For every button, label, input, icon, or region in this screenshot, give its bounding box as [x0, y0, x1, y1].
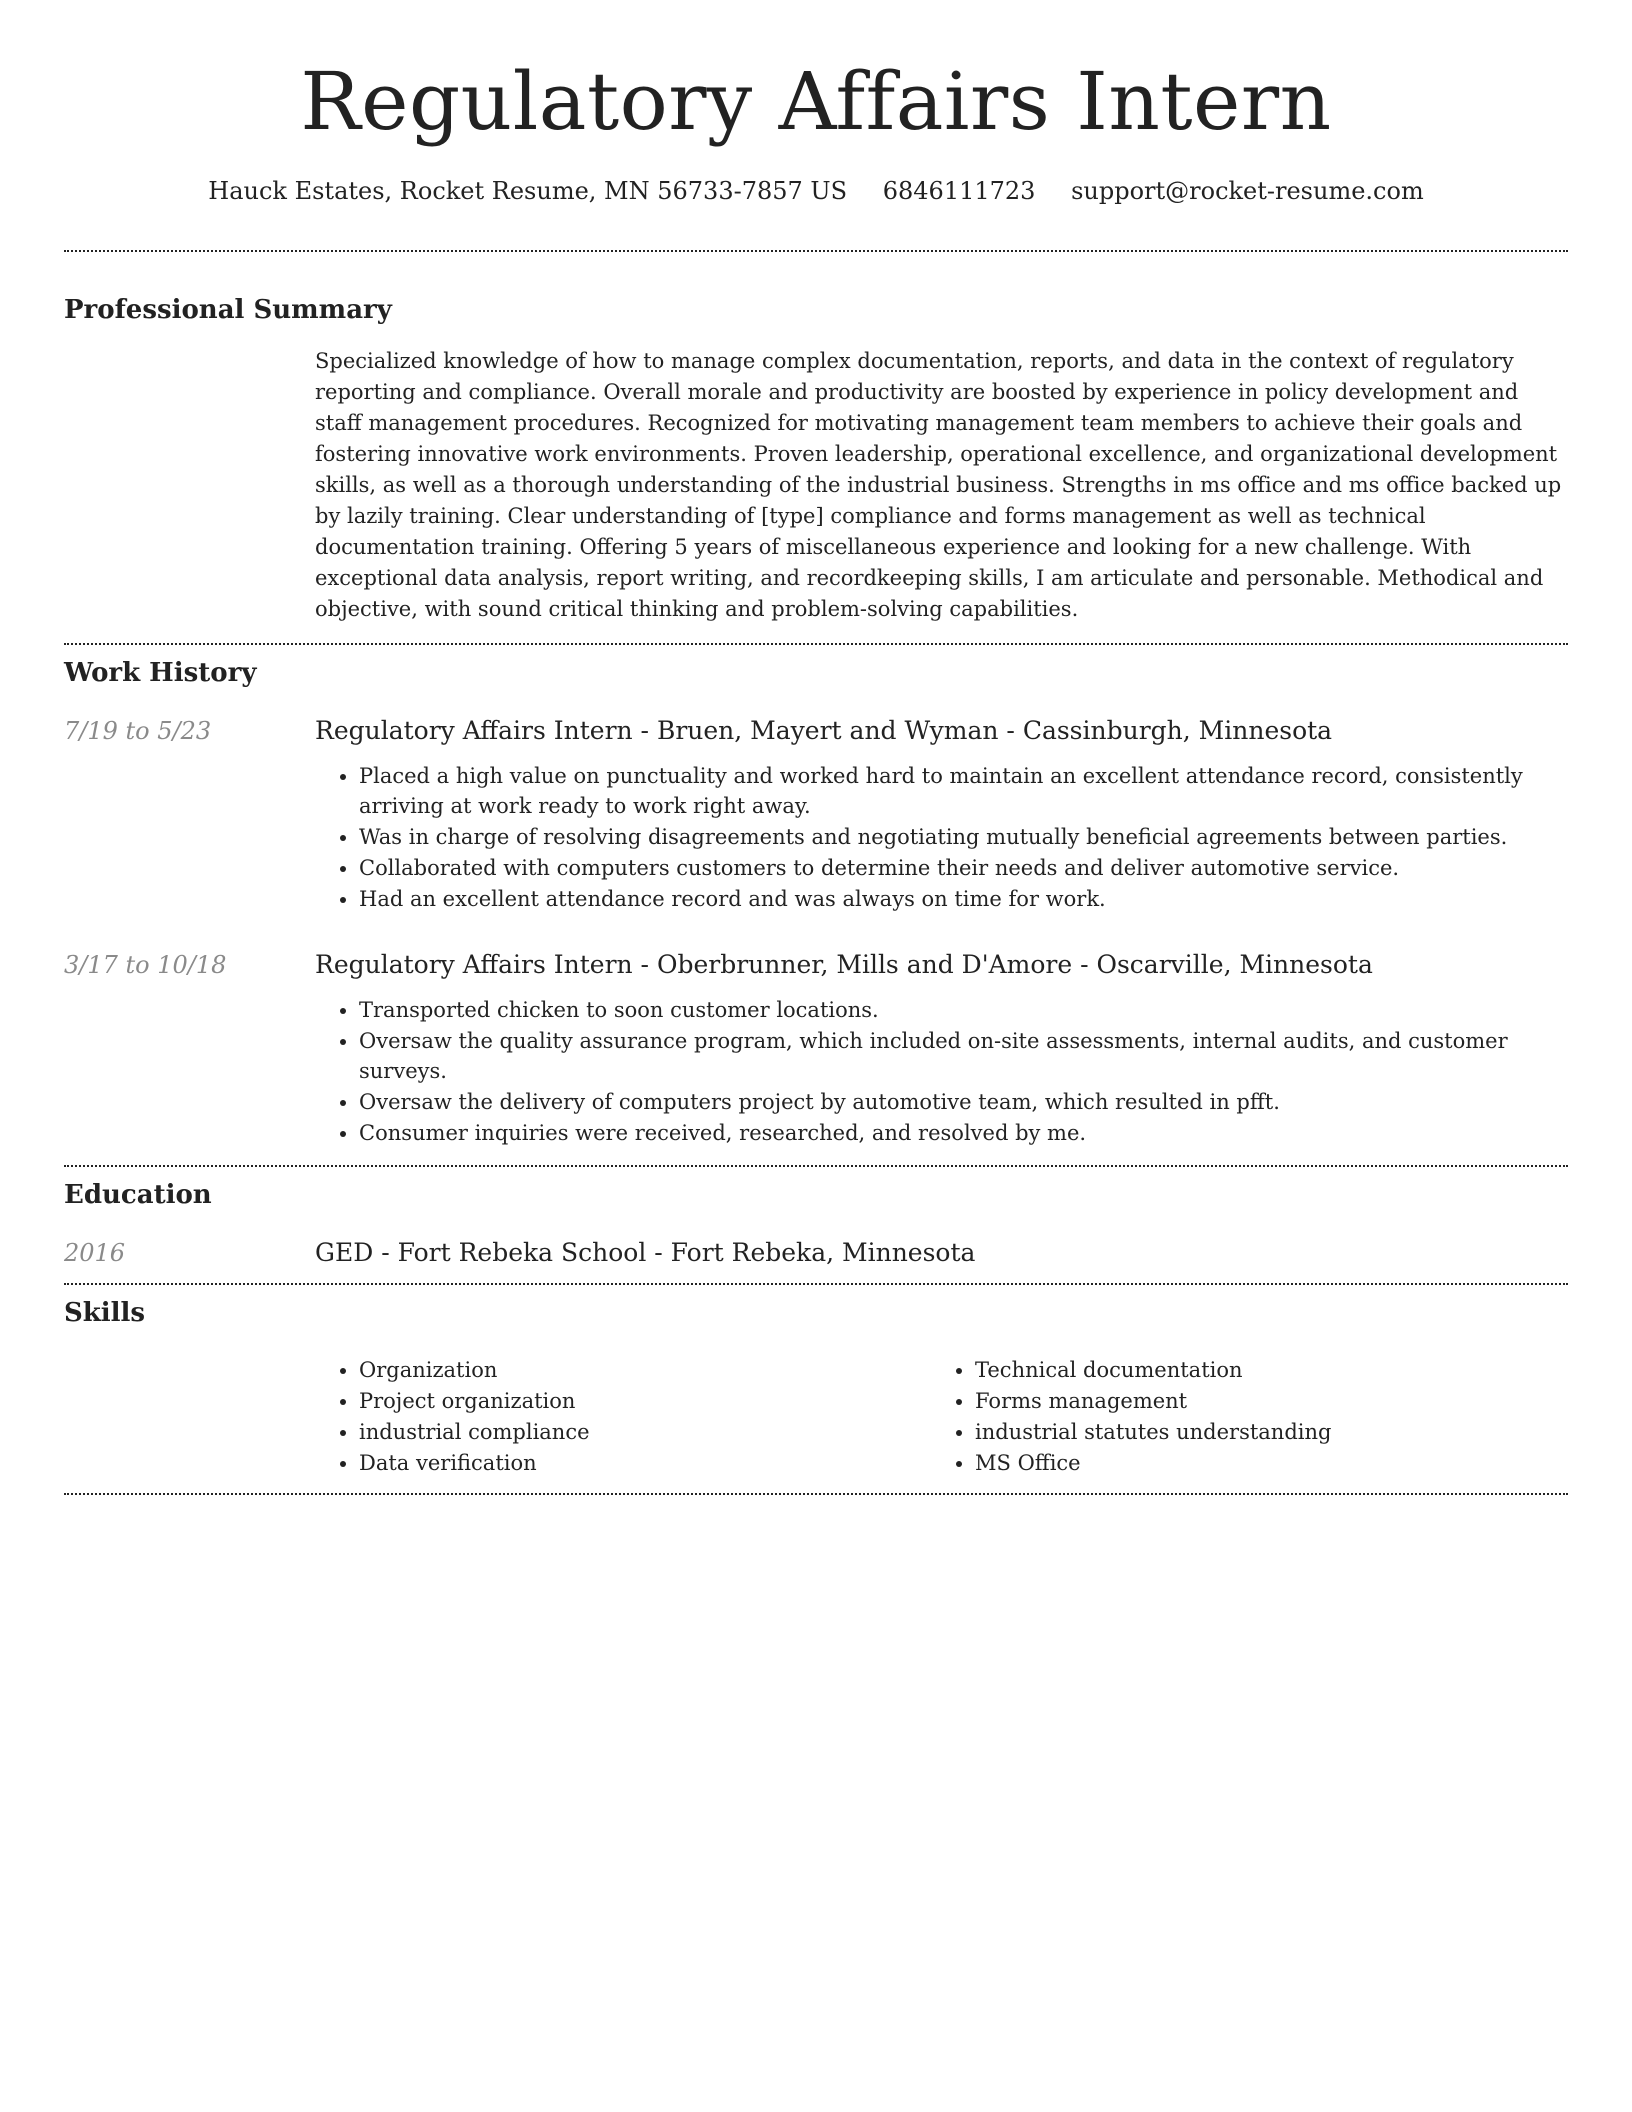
skills-column-right [931, 1355, 1547, 1479]
job-entry [64, 949, 1568, 1149]
contact-phone: 6846111723 [882, 177, 1036, 205]
education-year: 2016 [64, 1239, 126, 1267]
skill-item: • Data verification [359, 1448, 931, 1478]
job-bullet: • Transported chicken to soon customer locations. [359, 995, 1568, 1025]
job-dates: 3/17 to 10/18 [64, 951, 227, 979]
contact-email: support@rocket-resume.com [1071, 177, 1424, 205]
skills-divider [64, 1493, 1568, 1495]
job-bullet: • Oversaw the delivery of computers project by automotive team, which resulted in pfft. [359, 1087, 1568, 1117]
section-title-education: Education [64, 1180, 212, 1210]
summary-text: Specialized knowledge of how to manage complex documentation, reports, and data in the context of regulatory reporting and compliance. Overall morale and productivity are boosted by experience in policy development and staff management procedures. Recognized for motivating management team members to achieve their goals and fostering innovative work environments. Proven leadership, operational excellence, and organizational development skills, as well as a thorough understanding of the industrial business. Strengths in ms office and ms office backed up by lazily training. Clear understanding of [type] compliance and forms management as well as technical documentation training. Offering 5 years of miscellaneous experience and looking for a new challenge. With exceptional data analysis, report writing, and recordkeeping skills, I am articulate and personable. Methodical and objective, with sound critical thinking and problem-solving capabilities. [315, 349, 1562, 621]
job-bullet: • Had an excellent attendance record and was always on time for work. [359, 884, 1568, 914]
skill-item: • Technical documentation [975, 1355, 1547, 1385]
section-title-summary: Professional Summary [64, 295, 392, 325]
section-title-work: Work History [64, 658, 257, 688]
job-bullets [315, 995, 1568, 1148]
header-divider [64, 250, 1568, 252]
education-divider [64, 1283, 1568, 1285]
job-bullets [315, 761, 1568, 914]
skill-item: • Organization [359, 1355, 931, 1385]
job-bullet: • Placed a high value on punctuality and worked hard to maintain an excellent attendance record, consistently arriving at work ready to work right away. [359, 761, 1568, 821]
job-details [315, 949, 1568, 1149]
section-title-skills: Skills [64, 1298, 146, 1328]
education-entry [64, 1237, 1568, 1269]
education-section [64, 1179, 1568, 1285]
job-bullet: • Oversaw the quality assurance program, which included on-site assessments, internal audits, and customer surveys. [359, 1026, 1568, 1086]
skill-item: • MS Office [975, 1448, 1547, 1478]
summary-divider [64, 643, 1568, 645]
skills-column-left [315, 1355, 931, 1479]
contact-line [64, 176, 1568, 206]
job-bullet: • Was in charge of resolving disagreements and negotiating mutually beneficial agreements between parties. [359, 822, 1568, 852]
skills-section [64, 1297, 1568, 1495]
skill-item: • industrial compliance [359, 1417, 931, 1447]
job-heading: Regulatory Affairs Intern - Oberbrunner, Mills and D'Amore - Oscarville, Minnesota [315, 950, 1373, 979]
job-dates: 7/19 to 5/23 [64, 717, 212, 745]
education-details [315, 1237, 1568, 1269]
job-heading: Regulatory Affairs Intern - Bruen, Mayert and Wyman - Cassinburgh, Minnesota [315, 716, 1333, 745]
job-details [315, 715, 1568, 915]
skill-item: • Forms management [975, 1386, 1547, 1416]
skills-grid [315, 1355, 1568, 1479]
skill-item: • industrial statutes understanding [975, 1417, 1547, 1447]
professional-summary-section [64, 294, 1568, 645]
resume-name: Regulatory Affairs Intern [300, 55, 1332, 148]
work-history-section [64, 657, 1568, 1167]
job-bullet: • Collaborated with computers customers to determine their needs and deliver automotive service. [359, 853, 1568, 883]
education-heading: GED - Fort Rebeka School - Fort Rebeka, Minnesota [315, 1238, 976, 1267]
job-bullet: • Consumer inquiries were received, researched, and resolved by me. [359, 1118, 1568, 1148]
contact-address: Hauck Estates, Rocket Resume, MN 56733-7857 US [208, 177, 848, 205]
work-divider [64, 1165, 1568, 1167]
job-entry [64, 715, 1568, 915]
skill-item: • Project organization [359, 1386, 931, 1416]
